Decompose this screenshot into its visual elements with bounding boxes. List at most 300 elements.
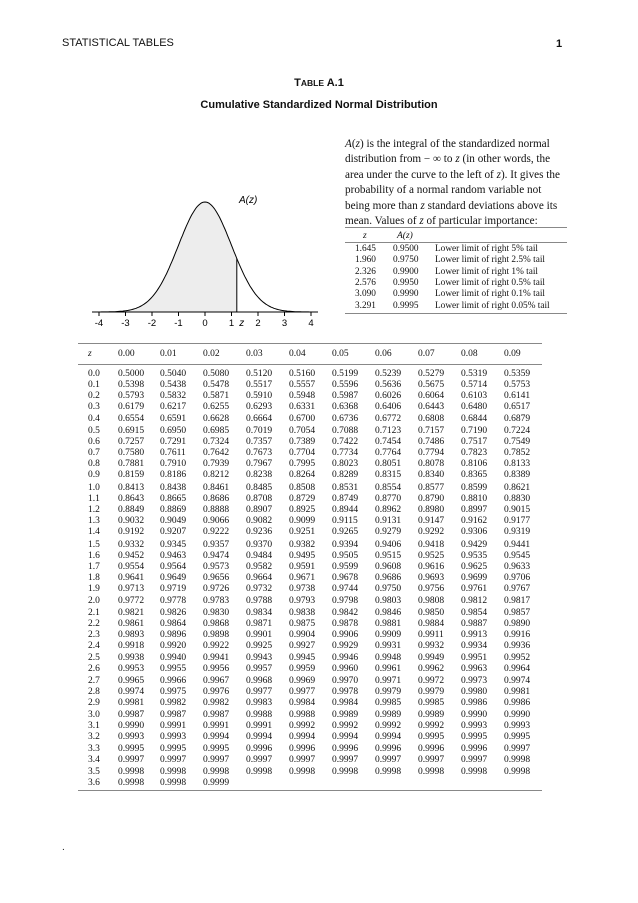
table-cell: 0.9608 [375, 561, 402, 572]
x-tick-label: 2 [255, 318, 261, 329]
table-row [0, 505, 638, 516]
row-z-value: 3.4 [88, 754, 100, 765]
curve-label: A(z) [239, 195, 258, 206]
table-cell: 0.9925 [246, 641, 273, 651]
row-z-value: 3.2 [88, 732, 100, 743]
table-cell: 0.8708 [246, 493, 273, 504]
table-cell: 0.9484 [246, 550, 273, 561]
table-cell: 0.9994 [289, 732, 316, 743]
desc-fragment: z [496, 168, 501, 181]
table-cell: 0.9306 [461, 527, 488, 538]
table-cell: 0.9980 [461, 686, 488, 697]
table-cell: 0.9884 [418, 618, 445, 629]
table-row [0, 584, 638, 595]
table-cell: 0.9857 [504, 607, 531, 618]
table-cell: 0.8051 [375, 459, 402, 470]
table-cell: 0.9429 [461, 539, 488, 550]
table-cell: 0.9418 [418, 539, 445, 550]
table-cell: 0.6844 [461, 413, 488, 424]
table-title [0, 77, 638, 89]
table-cell: 0.9147 [418, 516, 445, 527]
table-cell: 0.5279 [418, 369, 445, 379]
table-title-smallcaps: ABLE [300, 78, 325, 88]
row-z-value: 2.0 [88, 596, 100, 607]
table-row [0, 426, 638, 437]
desc-fragment: z [419, 215, 424, 228]
table-cell: 0.8621 [504, 482, 531, 493]
table-cell: 0.5319 [461, 369, 488, 379]
row-a: 0.9995 [393, 300, 419, 311]
table-cell: 0.7967 [246, 459, 273, 470]
table-cell: 0.9207 [160, 527, 187, 538]
table-cell: 0.5714 [461, 380, 488, 391]
table-cell: 0.9131 [375, 516, 402, 527]
table-cell: 0.9441 [504, 539, 531, 550]
table-cell: 0.9898 [203, 629, 230, 640]
table-cell: 0.5398 [118, 380, 145, 391]
row-z-value: 1.0 [88, 482, 100, 493]
table-cell: 0.9991 [246, 721, 273, 732]
table-row [0, 676, 638, 687]
table-cell: 0.9970 [332, 675, 359, 686]
important-values-row [345, 278, 567, 289]
table-cell: 0.5478 [203, 380, 230, 391]
table-cell: 0.5000 [118, 369, 145, 379]
desc-fragment: being more than [345, 199, 421, 212]
shaded-area [99, 202, 237, 312]
table-cell: 0.9713 [118, 584, 145, 595]
table-cell: 0.9345 [160, 539, 187, 550]
table-cell: 0.9463 [160, 550, 187, 561]
table-cell: 0.9357 [203, 539, 230, 550]
table-cell: 0.9049 [160, 516, 187, 527]
row-z-value: 1.7 [88, 561, 100, 572]
table-cell: 0.9830 [203, 607, 230, 618]
table-cell: 0.9943 [246, 653, 273, 664]
row-a: 0.9750 [393, 255, 419, 266]
table-cell: 0.5832 [160, 391, 187, 402]
table-row [0, 380, 638, 391]
table-cell: 0.9931 [375, 641, 402, 651]
table-cell: 0.6026 [375, 391, 402, 402]
table-cell: 0.8461 [203, 482, 230, 493]
table-cell: 0.9998 [418, 766, 445, 777]
row-z-value: 1.1 [88, 493, 100, 504]
table-row [0, 744, 638, 755]
table-cell: 0.9998 [332, 766, 359, 777]
row-z: 1.960 [355, 255, 376, 266]
table-cell: 0.7054 [289, 425, 316, 436]
table-cell: 0.9913 [461, 629, 488, 640]
table-rule [345, 227, 567, 228]
table-cell: 0.9573 [203, 561, 230, 572]
x-tick-label: -3 [121, 318, 130, 329]
table-cell: 0.6331 [289, 402, 316, 413]
table-cell: 0.9979 [418, 686, 445, 697]
table-cell: 0.9996 [375, 743, 402, 754]
table-cell: 0.9967 [203, 675, 230, 686]
row-z-value: 0.1 [88, 380, 100, 391]
table-cell: 0.6141 [504, 391, 531, 402]
table-cell: 0.7291 [160, 437, 187, 447]
x-tick-label: -1 [174, 318, 183, 329]
table-cell: 0.9998 [160, 766, 187, 777]
header-z: z [363, 231, 367, 241]
table-cell: 0.9997 [289, 754, 316, 765]
table-rule [78, 790, 542, 791]
table-cell: 0.9808 [418, 596, 445, 607]
table-cell: 0.9957 [246, 664, 273, 675]
table-cell: 0.9997 [203, 754, 230, 765]
table-cell: 0.9999 [203, 778, 230, 789]
table-cell: 0.9641 [118, 573, 145, 583]
table-cell: 0.9868 [203, 618, 230, 629]
table-cell: 0.7454 [375, 437, 402, 447]
table-cell: 0.5438 [160, 380, 187, 391]
table-cell: 0.9977 [289, 686, 316, 697]
table-cell: 0.9793 [289, 596, 316, 607]
table-cell: 0.8413 [118, 482, 145, 493]
column-header: 0.02 [203, 349, 220, 359]
table-cell: 0.9649 [160, 573, 187, 583]
table-cell: 0.9995 [418, 732, 445, 743]
table-cell: 0.9996 [461, 743, 488, 754]
row-z-value: 1.9 [88, 584, 100, 595]
table-cell: 0.9994 [375, 732, 402, 743]
table-cell: 0.7995 [289, 459, 316, 470]
table-cell: 0.9993 [118, 732, 145, 743]
desc-fragment: (in other words, the [459, 153, 551, 166]
table-cell: 0.8830 [504, 493, 531, 504]
table-row [0, 551, 638, 562]
table-row [0, 732, 638, 743]
table-cell: 0.9955 [160, 664, 187, 675]
table-row [0, 653, 638, 664]
table-cell: 0.8106 [461, 459, 488, 470]
row-description: Lower limit of right 5% tail [435, 244, 539, 254]
table-cell: 0.9989 [375, 710, 402, 721]
table-cell: 0.5040 [160, 369, 187, 379]
table-cell: 0.8531 [332, 482, 359, 493]
row-a: 0.9990 [393, 289, 419, 300]
table-cell: 0.9922 [203, 641, 230, 651]
row-a: 0.9950 [393, 277, 419, 288]
desc-fragment: ) is the integral of the standardized normal [359, 138, 550, 150]
table-cell: 0.9998 [504, 754, 531, 765]
table-cell: 0.9998 [289, 766, 316, 777]
table-cell: 0.5359 [504, 369, 531, 379]
table-cell: 0.5596 [332, 380, 359, 391]
table-cell: 0.9984 [289, 697, 316, 708]
table-cell: 0.9972 [418, 675, 445, 686]
table-row [0, 778, 638, 789]
column-header: 0.03 [246, 349, 263, 359]
table-cell: 0.9904 [289, 629, 316, 640]
z-marker-label: z [239, 318, 245, 329]
table-cell: 0.9699 [461, 573, 488, 583]
table-rule [345, 313, 567, 314]
row-z-value: 3.1 [88, 721, 100, 732]
table-cell: 0.9992 [418, 721, 445, 732]
table-cell: 0.8888 [203, 505, 230, 515]
table-cell: 0.9927 [289, 641, 316, 651]
table-row [0, 414, 638, 425]
table-cell: 0.7357 [246, 437, 273, 447]
running-header: STATISTICAL TABLES [62, 37, 174, 49]
table-cell: 0.9525 [418, 550, 445, 561]
table-cell: 0.9599 [332, 561, 359, 572]
table-cell: 0.6064 [418, 391, 445, 402]
table-row [0, 687, 638, 698]
row-z-value: 0.2 [88, 391, 100, 402]
column-header: 0.09 [504, 349, 521, 359]
row-z-value: 1.8 [88, 573, 100, 583]
row-description: Lower limit of right 0.5% tail [435, 277, 545, 288]
table-cell: 0.8238 [246, 470, 273, 481]
row-z-value: 3.3 [88, 743, 100, 754]
table-cell: 0.7517 [461, 437, 488, 447]
table-cell: 0.9974 [504, 675, 531, 686]
table-cell: 0.9783 [203, 596, 230, 607]
table-cell: 0.7088 [332, 425, 359, 436]
table-cell: 0.5517 [246, 380, 273, 391]
table-row [0, 540, 638, 551]
table-cell: 0.9750 [375, 584, 402, 595]
table-cell: 0.9945 [289, 653, 316, 664]
table-cell: 0.8643 [118, 493, 145, 504]
table-cell: 0.7734 [332, 448, 359, 459]
table-cell: 0.6517 [504, 402, 531, 413]
table-title-suffix: A.1 [324, 77, 344, 89]
table-cell: 0.7324 [203, 437, 230, 447]
important-values-row [345, 267, 567, 278]
table-cell: 0.9678 [332, 573, 359, 583]
table-cell: 0.9990 [504, 710, 531, 721]
table-cell: 0.9778 [160, 596, 187, 607]
description-paragraph [345, 137, 577, 229]
table-cell: 0.8962 [375, 505, 402, 515]
table-subtitle: Cumulative Standardized Normal Distribution [200, 99, 438, 111]
table-cell: 0.9664 [246, 573, 273, 583]
table-cell: 0.6443 [418, 402, 445, 413]
row-z: 3.291 [355, 300, 376, 311]
table-cell: 0.9826 [160, 607, 187, 618]
table-cell: 0.9901 [246, 629, 273, 640]
table-cell: 0.9788 [246, 596, 273, 607]
table-cell: 0.9987 [160, 710, 187, 721]
table-cell: 0.9744 [332, 584, 359, 595]
table-cell: 0.9693 [418, 573, 445, 583]
table-cell: 0.9966 [160, 675, 187, 686]
table-cell: 0.9995 [118, 743, 145, 754]
row-z-value: 0.5 [88, 425, 100, 436]
table-cell: 0.5160 [289, 369, 316, 379]
row-z-value: 0.9 [88, 470, 100, 481]
table-cell: 0.9706 [504, 573, 531, 583]
table-cell: 0.9997 [375, 754, 402, 765]
table-cell: 0.9976 [203, 686, 230, 697]
table-cell: 0.9998 [375, 766, 402, 777]
table-cell: 0.9959 [289, 664, 316, 675]
row-z-value: 2.6 [88, 664, 100, 675]
table-cell: 0.7764 [375, 448, 402, 459]
row-z: 2.326 [355, 266, 376, 277]
table-row [0, 562, 638, 573]
normal-curve-figure [82, 180, 332, 330]
row-z-value: 1.3 [88, 516, 100, 527]
table-cell: 0.8485 [246, 482, 273, 493]
table-cell: 0.6406 [375, 402, 402, 413]
table-cell: 0.9978 [332, 686, 359, 697]
table-cell: 0.9993 [504, 721, 531, 732]
table-cell: 0.9772 [118, 596, 145, 607]
table-cell: 0.8925 [289, 505, 316, 515]
table-cell: 0.8729 [289, 493, 316, 504]
table-cell: 0.8438 [160, 482, 187, 493]
desc-fragment: mean. Values of [345, 215, 420, 228]
table-cell: 0.6591 [160, 413, 187, 424]
table-rule [345, 242, 567, 243]
row-z: 1.645 [355, 244, 376, 254]
table-cell: 0.9767 [504, 584, 531, 595]
table-cell: 0.9988 [246, 710, 273, 721]
table-cell: 0.9115 [332, 516, 358, 527]
important-values-row [345, 244, 567, 255]
table-row [0, 767, 638, 778]
table-cell: 0.9864 [160, 618, 187, 629]
table-cell: 0.9994 [332, 732, 359, 743]
table-cell: 0.9686 [375, 573, 402, 583]
table-cell: 0.9616 [418, 561, 445, 572]
table-cell: 0.8340 [418, 470, 445, 481]
table-cell: 0.6985 [203, 425, 230, 436]
table-row [0, 721, 638, 732]
table-cell: 0.7190 [461, 425, 488, 436]
table-cell: 0.8665 [160, 493, 187, 504]
table-cell: 0.9625 [461, 561, 488, 572]
table-cell: 0.9996 [418, 743, 445, 754]
desc-fragment: z [455, 153, 460, 166]
row-z-value: 0.7 [88, 448, 100, 459]
table-cell: 0.6293 [246, 402, 273, 413]
table-cell: 0.9251 [289, 527, 316, 538]
table-cell: 0.9370 [246, 539, 273, 550]
table-cell: 0.6808 [418, 413, 445, 424]
table-cell: 0.9998 [118, 766, 145, 777]
table-cell: 0.8365 [461, 470, 488, 481]
table-cell: 0.9319 [504, 527, 531, 538]
row-z-value: 0.6 [88, 437, 100, 447]
desc-fragment: A [345, 138, 352, 150]
table-cell: 0.9991 [160, 721, 187, 732]
table-cell: 0.9761 [461, 584, 488, 595]
table-cell: 0.9495 [289, 550, 316, 561]
table-cell: 0.9995 [203, 743, 230, 754]
row-z: 2.576 [355, 277, 376, 288]
table-cell: 0.9975 [160, 686, 187, 697]
table-cell: 0.9998 [203, 766, 230, 777]
row-z: 3.090 [355, 289, 376, 300]
table-cell: 0.7486 [418, 437, 445, 447]
table-cell: 0.9996 [289, 743, 316, 754]
table-cell: 0.9997 [504, 743, 531, 754]
table-row [0, 391, 638, 402]
table-cell: 0.9985 [418, 697, 445, 708]
table-cell: 0.9871 [246, 618, 273, 629]
table-cell: 0.9015 [504, 505, 531, 515]
table-cell: 0.9909 [375, 629, 402, 640]
page-number: 1 [556, 38, 563, 50]
column-header: 0.07 [418, 349, 435, 359]
desc-fragment: distribution from − ∞ to [345, 153, 456, 166]
table-cell: 0.9941 [203, 653, 230, 664]
table-cell: 0.9960 [332, 664, 359, 675]
table-cell: 0.9979 [375, 686, 402, 697]
table-cell: 0.7580 [118, 448, 145, 459]
table-cell: 0.6628 [203, 413, 230, 424]
table-cell: 0.9997 [461, 754, 488, 765]
table-cell: 0.9992 [375, 721, 402, 732]
table-cell: 0.9875 [289, 618, 316, 629]
table-cell: 0.9968 [246, 675, 273, 686]
row-z-value: 0.0 [88, 369, 100, 379]
table-cell: 0.9192 [118, 527, 145, 538]
table-cell: 0.8186 [160, 470, 187, 481]
desc-fragment: standard deviations above its [424, 199, 558, 212]
table-cell: 0.9842 [332, 607, 359, 618]
description-line [345, 168, 577, 183]
table-cell: 0.9162 [461, 516, 488, 527]
table-cell: 0.9990 [118, 721, 145, 732]
table-cell: 0.9998 [160, 778, 187, 789]
table-cell: 0.9834 [246, 607, 273, 618]
table-cell: 0.9988 [289, 710, 316, 721]
table-cell: 0.8212 [203, 470, 230, 481]
table-cell: 0.9934 [461, 641, 488, 651]
table-cell: 0.9952 [504, 653, 531, 664]
table-cell: 0.9996 [332, 743, 359, 754]
table-row [0, 369, 638, 380]
table-cell: 0.9953 [118, 664, 145, 675]
table-cell: 0.9997 [246, 754, 273, 765]
table-row [0, 641, 638, 652]
table-cell: 0.8159 [118, 470, 145, 481]
table-cell: 0.9890 [504, 618, 531, 629]
table-cell: 0.8749 [332, 493, 359, 504]
table-cell: 0.9732 [246, 584, 273, 595]
row-z-value: 2.7 [88, 675, 100, 686]
desc-fragment: z [420, 199, 425, 212]
description-line [345, 137, 577, 152]
table-cell: 0.7389 [289, 437, 316, 447]
row-z-value: 2.1 [88, 607, 100, 618]
table-cell: 0.9998 [246, 766, 273, 777]
table-cell: 0.9821 [118, 607, 145, 618]
table-cell: 0.6103 [461, 391, 488, 402]
table-cell: 0.8810 [461, 493, 488, 504]
table-cell: 0.8790 [418, 493, 445, 504]
x-tick-label: -4 [94, 318, 104, 329]
table-cell: 0.8264 [289, 470, 316, 481]
table-cell: 0.9961 [375, 664, 402, 675]
table-cell: 0.9279 [375, 527, 402, 538]
table-cell: 0.9505 [332, 550, 359, 561]
table-cell: 0.5199 [332, 369, 359, 379]
table-row [0, 596, 638, 607]
table-cell: 0.9990 [461, 710, 488, 721]
table-cell: 0.8023 [332, 459, 359, 470]
table-cell: 0.7549 [504, 437, 531, 447]
